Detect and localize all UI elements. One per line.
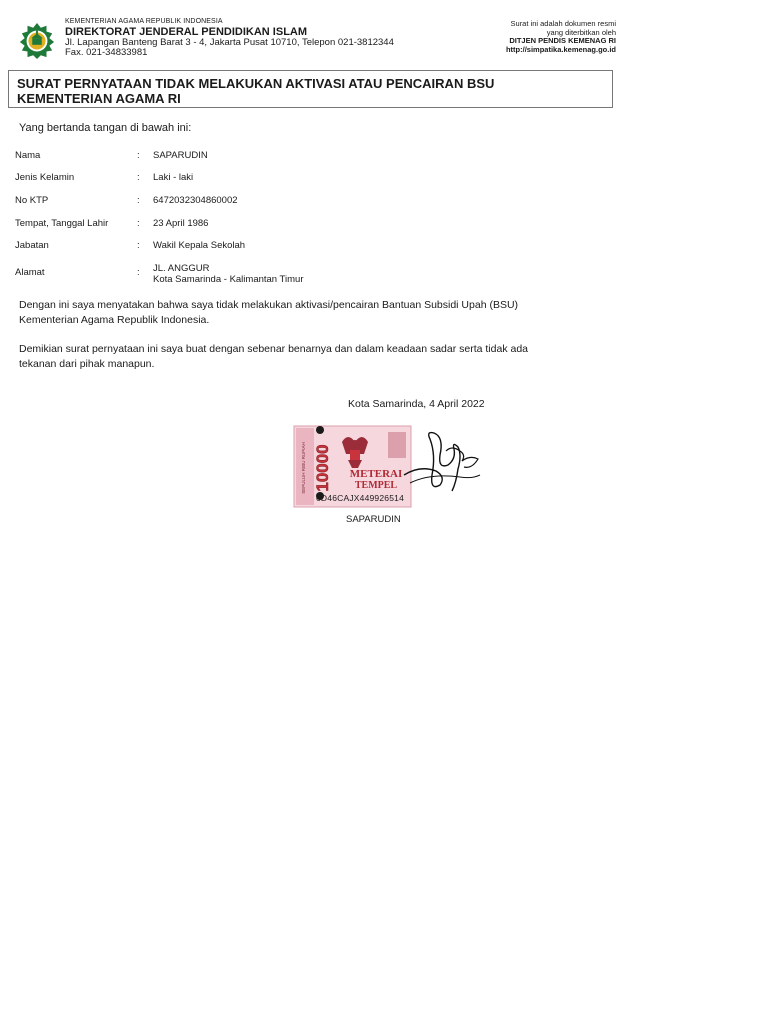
stamp-serial: 6D46CAJX449926514 (316, 493, 404, 503)
field-separator: : (137, 218, 140, 229)
field-separator: : (137, 267, 140, 278)
field-label: Tempat, Tanggal Lahir (15, 218, 109, 229)
letterhead (65, 18, 394, 59)
closing-line-2: tekanan dari pihak manapun. (19, 357, 155, 370)
stamp-side-text: SEPULUH RIBU RUPIAH (301, 442, 306, 494)
office-fax: Fax. 021-34833981 (65, 47, 148, 59)
note-line-2: yang diterbitkan oleh (546, 27, 616, 37)
signer-name: SAPARUDIN (346, 514, 401, 525)
field-label: No KTP (15, 195, 49, 206)
document-title-line-1: SURAT PERNYATAAN TIDAK MELAKUKAN AKTIVASI ATAU PENCAIRAN BSU (17, 76, 495, 91)
field-label: Alamat (15, 267, 45, 278)
statement-line-1: Dengan ini saya menyatakan bahwa saya tidak melakukan aktivasi/pencairan Bantuan Subsidi Upah (BSU) (19, 299, 519, 311)
office-address: Jl. Lapangan Banteng Barat 3 - 4, Jakarta Pusat 10710, Telepon 021-3812344 (65, 36, 394, 48)
field-separator: : (137, 195, 140, 206)
field-value: 23 April 1986 (153, 218, 209, 229)
statement-paragraph (19, 298, 579, 327)
stamp-label-2: TEMPEL (354, 480, 398, 491)
field-separator: : (137, 150, 140, 161)
signature-icon (400, 425, 484, 495)
kemenag-logo-icon (18, 22, 56, 60)
field-separator: : (137, 240, 140, 251)
field-label: Nama (15, 150, 41, 161)
address-line-1: JL. ANGGUR (153, 263, 210, 274)
stamp-amount: 10000 (313, 444, 332, 492)
field-value: Laki - laki (153, 172, 194, 183)
address-line-2: Kota Samarinda - Kalimantan Timur (153, 274, 304, 286)
field-value: Wakil Kepala Sekolah (153, 240, 246, 251)
stamp-label-1: METERAI (349, 468, 403, 480)
closing-paragraph (19, 342, 579, 371)
closing-line-1: Demikian surat pernyataan ini saya buat dengan sebenar benarnya dan dalam keadaan sadar serta tidak ada (19, 343, 529, 355)
field-label: Jabatan (15, 240, 49, 251)
field-separator: : (137, 172, 140, 183)
document-issuer-note (506, 20, 616, 55)
statement-line-2: Kementerian Agama Republik Indonesia. (19, 313, 210, 326)
directorate-name: DIREKTORAT JENDERAL PENDIDIKAN ISLAM (65, 25, 308, 38)
place-date: Kota Samarinda, 4 April 2022 (348, 398, 485, 410)
note-line-1: Surat ini adalah dokumen resmi (510, 19, 616, 28)
intro-text: Yang bertanda tangan di bawah ini: (19, 122, 192, 134)
field-value: SAPARUDIN (153, 150, 208, 161)
field-value (153, 263, 303, 286)
field-label: Jenis Kelamin (15, 172, 75, 183)
document-title-line-2: KEMENTERIAN AGAMA RI (17, 90, 181, 106)
document-title-box (8, 70, 613, 108)
field-value: 6472032304860002 (153, 195, 238, 206)
ministry-name: KEMENTERIAN AGAMA REPUBLIK INDONESIA (65, 18, 223, 25)
issuer-url: http://simpatika.kemenag.go.id (505, 44, 616, 54)
issuer-name: DITJEN PENDIS KEMENAG RI (509, 36, 616, 46)
